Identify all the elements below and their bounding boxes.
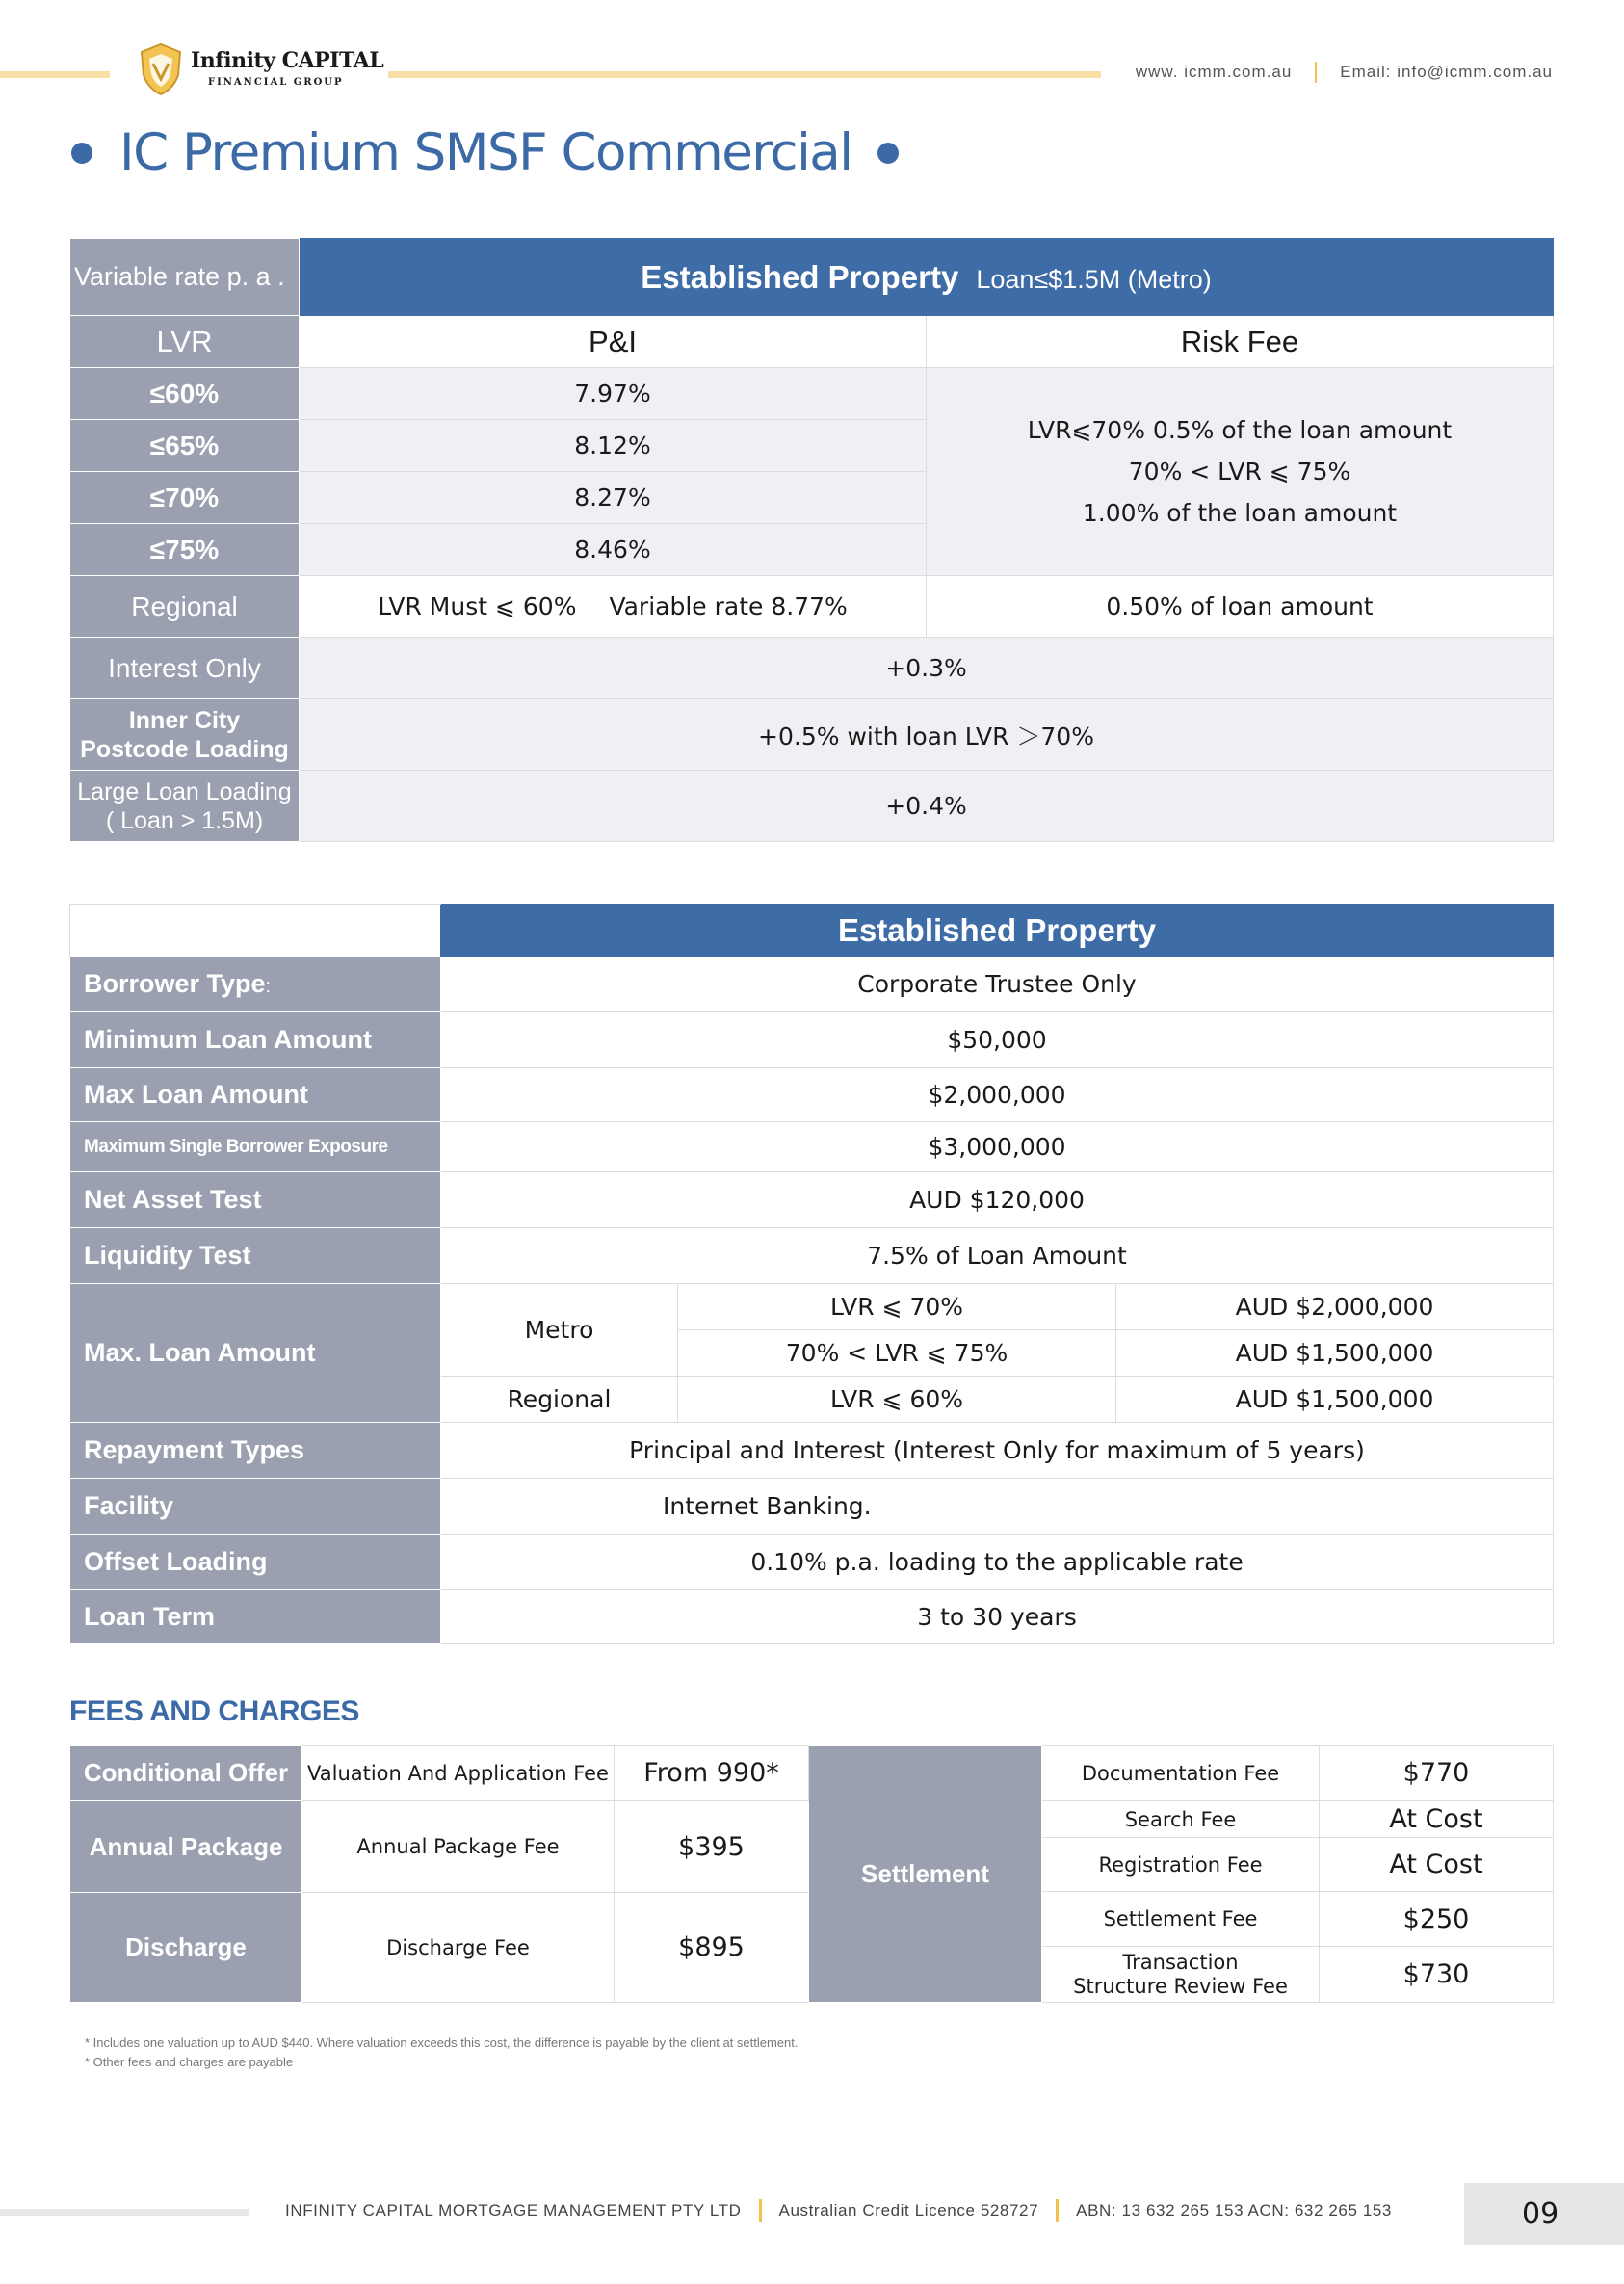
min-loan-value: $50,000 — [441, 1012, 1554, 1068]
rates-header-title: Established Property — [641, 258, 959, 295]
liquidity-value: 7.5% of Loan Amount — [441, 1228, 1554, 1284]
risk-fee-cell — [927, 368, 1554, 576]
large-loan-label-line1: Large Loan Loading — [77, 777, 292, 805]
col-risk-header: Risk Fee — [927, 316, 1554, 368]
divider — [1315, 62, 1317, 83]
fee-category-label: Discharge — [70, 1893, 302, 2003]
footer-licence: Australian Credit Licence 528727 — [778, 2201, 1039, 2219]
borrower-type-value: Corporate Trustee Only — [441, 957, 1554, 1012]
regional-label: Regional — [441, 1377, 678, 1423]
large-loan-value: +0.4% — [300, 771, 1554, 842]
col-lvr-header: LVR — [70, 316, 300, 368]
large-loan-label-line2: ( Loan > 1.5M) — [105, 806, 264, 834]
max-loan-lvr: 70% < LVR ⩽ 75% — [678, 1330, 1116, 1377]
exposure-label: Maximum Single Borrower Exposure — [70, 1122, 441, 1172]
facility-label: Facility — [70, 1479, 441, 1535]
rates-corner-label: Variable rate p. a . — [70, 239, 300, 316]
logo-wordmark: Infinity CAPITAL — [191, 48, 384, 73]
lvr-cell: ≤65% — [70, 420, 300, 472]
settlement-fee-description: Settlement Fee — [1042, 1892, 1320, 1947]
footnote: * Other fees and charges are payable — [85, 2055, 294, 2069]
lvr-cell: ≤60% — [70, 368, 300, 420]
inner-city-value: +0.5% with loan LVR ＞70% — [300, 699, 1554, 771]
risk-fee-line: 1.00% of the loan amount — [1082, 499, 1398, 527]
settlement-fee-description: Search Fee — [1042, 1801, 1320, 1838]
fee-amount: From 990* — [615, 1746, 809, 1801]
metro-label: Metro — [441, 1284, 678, 1377]
borrower-type-label-colon: : — [265, 976, 272, 997]
shield-logo-icon — [139, 42, 183, 96]
borrower-type-label — [70, 957, 441, 1012]
fee-description: Valuation And Application Fee — [302, 1746, 615, 1801]
blank-corner — [70, 905, 441, 957]
max-loan-lvr: LVR ⩽ 60% — [678, 1377, 1116, 1423]
regional-fee: 0.50% of loan amount — [927, 576, 1554, 638]
product-title: IC Premium SMSF Commercial — [119, 123, 852, 182]
max-loan-amount: AUD $2,000,000 — [1116, 1284, 1554, 1330]
interest-only-value: +0.3% — [300, 638, 1554, 699]
max-loan-amount: AUD $1,500,000 — [1116, 1377, 1554, 1423]
company-logo — [139, 42, 384, 98]
net-asset-value: AUD $120,000 — [441, 1172, 1554, 1228]
regional-lvr: LVR Must ⩽ 60% — [378, 592, 577, 620]
exposure-value: $3,000,000 — [441, 1122, 1554, 1172]
page-title — [71, 123, 899, 182]
max-loan-label: Max Loan Amount — [70, 1068, 441, 1122]
large-loan-label — [70, 771, 300, 842]
header-accent-line — [388, 71, 1101, 78]
contact-info — [1136, 62, 1553, 83]
footer — [285, 2199, 1392, 2222]
max-loan-lvr: LVR ⩽ 70% — [678, 1284, 1116, 1330]
footer-abn-acn: ABN: 13 632 265 153 ACN: 632 265 153 — [1076, 2201, 1392, 2219]
regional-rate-cell — [300, 576, 927, 638]
regional-label: Regional — [70, 576, 300, 638]
footer-accent-line — [0, 2209, 249, 2216]
fee-description: Annual Package Fee — [302, 1801, 615, 1893]
footnote: * Includes one valuation up to AUD $440. Where valuation exceeds this cost, the difference is payable by the client at settlement. — [85, 2035, 799, 2050]
header-accent-line — [0, 71, 110, 78]
max-loan-amount-label: Max. Loan Amount — [70, 1284, 441, 1423]
settlement-fee-amount: At Cost — [1320, 1838, 1554, 1892]
logo-subtitle: FINANCIAL GROUP — [208, 77, 344, 88]
divider — [1056, 2199, 1059, 2222]
settlement-fee-description: Documentation Fee — [1042, 1746, 1320, 1801]
fee-amount: $895 — [615, 1893, 809, 2003]
rates-table — [69, 238, 1554, 842]
rate-cell: 8.27% — [300, 472, 927, 524]
lvr-cell: ≤75% — [70, 524, 300, 576]
fee-description: Discharge Fee — [302, 1893, 615, 2003]
borrower-type-label-text: Borrower Type — [84, 969, 266, 998]
divider — [759, 2199, 762, 2222]
rate-cell: 8.12% — [300, 420, 927, 472]
inner-city-label — [70, 699, 300, 771]
lvr-cell: ≤70% — [70, 472, 300, 524]
settlement-fee-description — [1042, 1947, 1320, 2003]
page-number: 09 — [1464, 2183, 1624, 2245]
fee-category-label: Annual Package — [70, 1801, 302, 1893]
settlement-fee-description-line2: Structure Review Fee — [1073, 1974, 1288, 1998]
settlement-fee-description-line1: Transaction — [1122, 1950, 1239, 1974]
bullet-dot-icon — [71, 143, 92, 164]
website-link[interactable]: www. icmm.com.au — [1135, 63, 1293, 81]
fees-section-title: FEES AND CHARGES — [69, 1695, 359, 1727]
net-asset-label: Net Asset Test — [70, 1172, 441, 1228]
risk-fee-line: LVR⩽70% 0.5% of the loan amount — [1027, 416, 1453, 444]
risk-fee-line: 70% < LVR ⩽ 75% — [1128, 458, 1351, 486]
regional-rate: Variable rate 8.77% — [609, 592, 848, 620]
rates-header — [300, 239, 1554, 316]
fees-table — [69, 1745, 1554, 2003]
min-loan-label: Minimum Loan Amount — [70, 1012, 441, 1068]
rate-cell: 8.46% — [300, 524, 927, 576]
interest-only-label: Interest Only — [70, 638, 300, 699]
inner-city-label-line2: Postcode Loading — [80, 735, 289, 763]
rate-cell: 7.97% — [300, 368, 927, 420]
liquidity-label: Liquidity Test — [70, 1228, 441, 1284]
settlement-fee-amount: At Cost — [1320, 1801, 1554, 1838]
loan-details-table — [69, 904, 1554, 1644]
fee-amount: $395 — [615, 1801, 809, 1893]
bullet-dot-icon — [877, 143, 899, 164]
max-loan-amount: AUD $1,500,000 — [1116, 1330, 1554, 1377]
loan-term-label: Loan Term — [70, 1590, 441, 1644]
offset-value: 0.10% p.a. loading to the applicable rate — [441, 1535, 1554, 1590]
email-link[interactable]: Email: info@icmm.com.au — [1340, 63, 1553, 81]
settlement-fee-amount: $250 — [1320, 1892, 1554, 1947]
footer-company: INFINITY CAPITAL MORTGAGE MANAGEMENT PTY LTD — [285, 2201, 742, 2219]
facility-value: Internet Banking. — [441, 1479, 1554, 1535]
details-header: Established Property — [441, 905, 1554, 957]
fee-category-label: Conditional Offer — [70, 1746, 302, 1801]
settlement-fee-description: Registration Fee — [1042, 1838, 1320, 1892]
repayment-label: Repayment Types — [70, 1423, 441, 1479]
offset-label: Offset Loading — [70, 1535, 441, 1590]
rates-header-note: Loan≤$1.5M (Metro) — [976, 264, 1212, 294]
repayment-value: Principal and Interest (Interest Only for maximum of 5 years) — [441, 1423, 1554, 1479]
settlement-fee-amount: $770 — [1320, 1746, 1554, 1801]
settlement-label: Settlement — [809, 1746, 1042, 2003]
max-loan-value: $2,000,000 — [441, 1068, 1554, 1122]
col-pi-header: P&I — [300, 316, 927, 368]
loan-term-value: 3 to 30 years — [441, 1590, 1554, 1644]
inner-city-label-line1: Inner City — [128, 706, 241, 734]
settlement-fee-amount: $730 — [1320, 1947, 1554, 2003]
